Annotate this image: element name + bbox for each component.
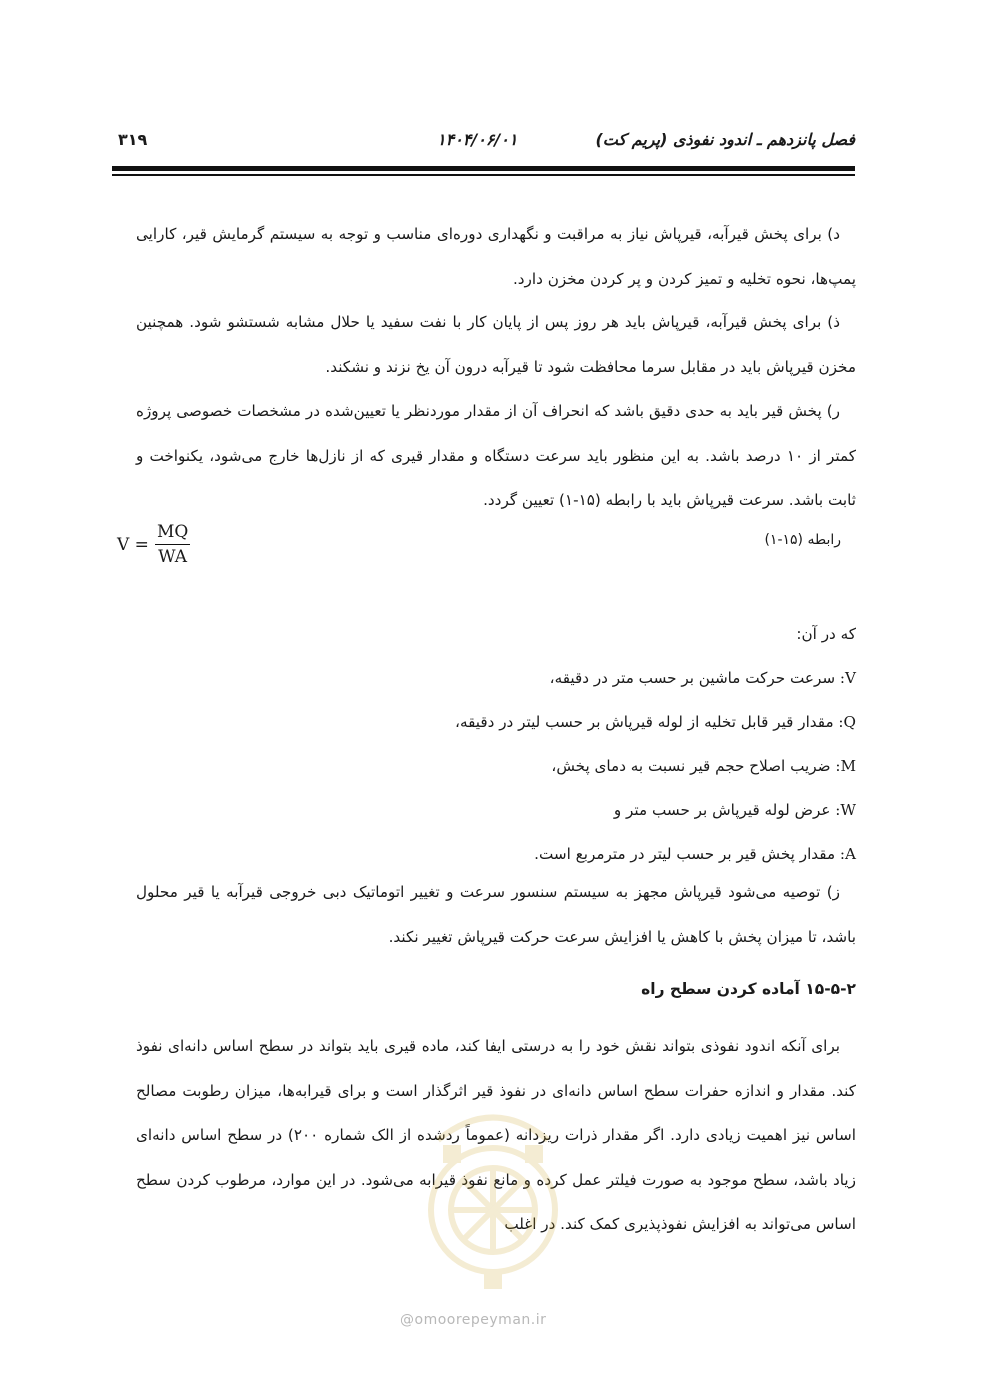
definitions-list <box>455 612 856 876</box>
chapter-title: فصل پانزدهم ـ اندود نفوذی (پریم کت) <box>595 130 855 149</box>
formula-lhs: V = <box>117 534 149 555</box>
paragraph-r <box>136 389 856 523</box>
page-header <box>112 130 855 160</box>
paragraph-r-text: ر) پخش قیر باید به حدی دقیق باشد که انحراف آن از مقدار موردنظر یا تعیین‌شده در مشخصات خصوصی پروژه کمتر از ۱۰ درصد باشد. به این منظور باید سرعت دستگاه و مقدار قیری که از نازل‌ها خارج می‌شود، یکنواخت و ثابت باشد. سرعت قیرپاش باید با رابطه (۱۵-۱) تعیین گردد. <box>136 402 857 509</box>
section-heading: ۱۵-۵-۲ آماده کردن سطح راه <box>641 980 856 998</box>
paragraph-dh-text: ذ) برای پخش قیرآبه، قیرپاش باید هر روز پس از پایان کار با نفت سفید یا حلال مشابه شستشو شود. همچنین مخزن قیرپاش باید در مقابل سرما محافظت شود تا قیرآبه درون آن یخ نزند و نشکند. <box>136 313 856 376</box>
header-date: ۱۴۰۴/۰۶/۰۱ <box>437 130 518 149</box>
definition-symbol: V: <box>839 669 856 687</box>
watermark-logo-icon <box>398 1085 588 1295</box>
definition-item <box>455 788 856 832</box>
definitions-intro: که در آن: <box>796 625 856 643</box>
paragraph-z-text: ز) توصیه می‌شود قیرپاش مجهز به سیستم سنسور سرعت و تغییر اتوماتیک دبی خروجی قیرآبه یا قیر محلول باشد، تا میزان پخش با کاهش یا افزایش سرعت حرکت قیرپاش تغییر نکند. <box>136 883 856 946</box>
formula-fraction <box>155 522 190 567</box>
definition-item <box>455 744 856 788</box>
paragraph-d-text: د) برای پخش قیرآبه، قیرپاش نیاز به مراقبت و نگهداری دوره‌ای مناسب و توجه به سیستم گرمایش قیر، کارایی پمپ‌ها، نحوه تخلیه و تمیز کردن و پر کردن مخزن دارد. <box>136 225 856 288</box>
definition-symbol: A: <box>839 845 856 863</box>
definition-text: مقدار قیر قابل تخلیه از لوله قیرپاش بر حسب لیتر در دقیقه، <box>455 713 839 731</box>
definition-symbol: W: <box>835 801 856 819</box>
paragraph-d <box>136 212 856 301</box>
watermark-text: @omoorepeyman.ir <box>400 1312 547 1328</box>
definition-symbol: Q: <box>838 713 856 731</box>
page-number: ۳۱۹ <box>118 130 148 149</box>
header-rule-thick <box>112 166 855 171</box>
formula-label: رابطه (۱۵-۱) <box>764 532 841 548</box>
speed-formula <box>117 522 190 567</box>
definition-text: ضریب اصلاح حجم قیر نسبت به دمای پخش، <box>551 757 836 775</box>
definition-item <box>455 700 856 744</box>
formula-numerator: MQ <box>155 522 190 545</box>
definition-item <box>455 656 856 700</box>
definition-symbol: M: <box>835 757 856 775</box>
definition-text: سرعت حرکت ماشین بر حسب متر در دقیقه، <box>549 669 840 687</box>
paragraph-z <box>136 870 856 959</box>
paragraph-dh <box>136 300 856 389</box>
definition-text: عرض لوله قیرپاش بر حسب متر و <box>613 801 836 819</box>
definition-text: مقدار پخش قیر بر حسب لیتر در مترمربع است. <box>534 845 840 863</box>
formula-denominator: WA <box>158 547 188 567</box>
section-paragraph-text: برای آنکه اندود نفوذی بتواند نقش خود را به درستی ایفا کند، ماده قیری باید بتواند در سطح اساس دانه‌ای نفوذ کند. مقدار و اندازه حفرات سطح اساس دانه‌ای در نفوذ قیر اثرگذار است و برای قیرابه‌ها، میزان رطوبت مصالح اساس نیز اهمیت زیادی دارد. اگر مقدار ذرات ریزدانه (عموماً ردشده از الک شماره ۲۰۰) در سطح اساس دانه‌ای زیاد باشد، سطح موجود به صورت فیلتر عمل کرده و مانع نفوذ قیرابه می‌شود. در این موارد، مرطوب کردن سطح اساس می‌تواند به افزایش نفوذپذیری کمک کند. در اغلب <box>136 1037 856 1233</box>
header-rule-thin <box>112 174 855 176</box>
